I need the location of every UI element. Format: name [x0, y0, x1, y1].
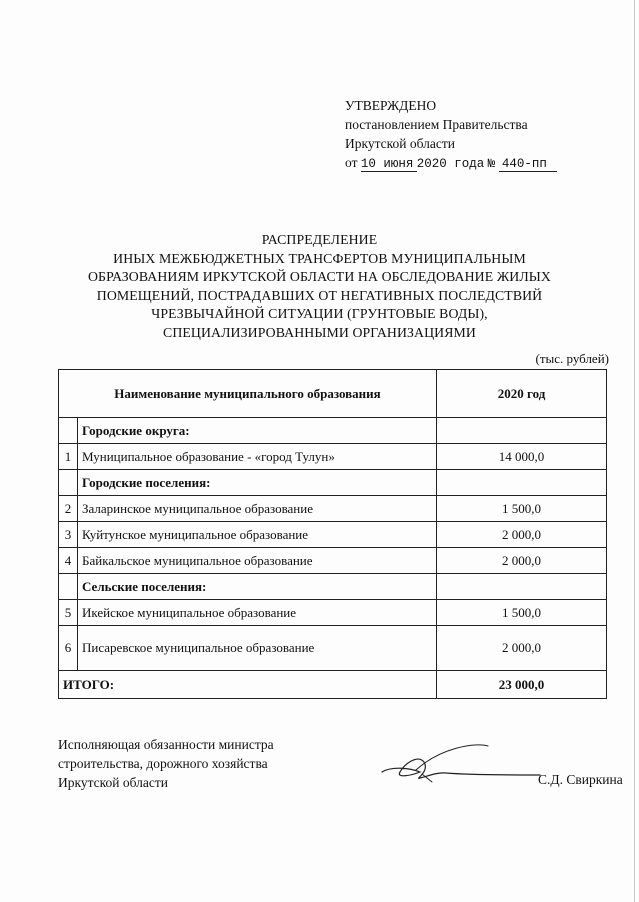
title-line: ПОМЕЩЕНИЙ, ПОСТРАДАВШИХ ОТ НЕГАТИВНЫХ ПОСЛЕДСТВИЙ — [96, 287, 543, 303]
table-group-row — [59, 418, 607, 444]
approval-by: постановлением Правительства — [345, 117, 528, 132]
distribution-table — [58, 369, 607, 699]
title-line: ИНЫХ МЕЖБЮДЖЕТНЫХ ТРАНСФЕРТОВ МУНИЦИПАЛЬНЫМ — [113, 250, 526, 266]
table-group-row — [59, 470, 607, 496]
table-row — [59, 444, 607, 470]
signer-position-line: Исполняющая обязанности министра — [58, 737, 274, 752]
table-row — [59, 522, 607, 548]
row-name: Писаревское муниципальное образование — [78, 626, 437, 671]
table-row — [59, 548, 607, 574]
title-line: РАСПРЕДЕЛЕНИЕ — [261, 232, 378, 247]
header-year-cell: 2020 год — [437, 370, 607, 418]
row-value: 2 000,0 — [437, 522, 607, 548]
total-label: ИТОГО: — [59, 671, 437, 699]
approval-block — [345, 96, 557, 174]
header-name-cell: Наименование муниципального образования — [59, 370, 437, 418]
approval-date-line — [345, 153, 557, 174]
approval-region: Иркутской области — [345, 136, 456, 151]
row-number: 6 — [59, 626, 78, 671]
title-line: ЧРЕЗВЫЧАЙНОЙ СИТУАЦИИ (ГРУНТОВЫЕ ВОДЫ), — [151, 306, 488, 322]
approval-number-field — [499, 156, 558, 172]
units-label: (тыс. рублей) — [535, 351, 609, 366]
row-name: Заларинское муниципальное образование — [78, 496, 437, 522]
row-number: 2 — [59, 496, 78, 522]
row-number: 5 — [59, 600, 78, 626]
total-value: 23 000,0 — [437, 671, 607, 699]
table-row — [59, 600, 607, 626]
table-header-row — [59, 370, 607, 418]
title-line: ОБРАЗОВАНИЯМ ИРКУТСКОЙ ОБЛАСТИ НА ОБСЛЕДОВАНИЕ ЖИЛЫХ — [87, 269, 551, 285]
group-label: Сельские поселения: — [78, 574, 437, 600]
table-row — [59, 626, 607, 671]
signer-name: С.Д. Свиркина — [538, 772, 623, 787]
approval-number: 440-пп — [501, 157, 547, 171]
page-edge — [634, 0, 635, 902]
row-number: 4 — [59, 548, 78, 574]
signer-block — [58, 735, 274, 792]
row-number: 3 — [59, 522, 78, 548]
approval-from-label: от — [345, 155, 358, 170]
row-name: Икейское муниципальное образование — [78, 600, 437, 626]
approval-number-sign: № — [487, 157, 496, 171]
table-row — [59, 496, 607, 522]
group-label: Городские поселения: — [78, 470, 437, 496]
group-label: Городские округа: — [78, 418, 437, 444]
table-group-row — [59, 574, 607, 600]
table-total-row — [59, 671, 607, 699]
approval-date: 10 июня — [360, 157, 414, 171]
row-value: 2 000,0 — [437, 626, 607, 671]
document-title — [0, 231, 639, 343]
signer-position-line: Иркутской области — [58, 775, 169, 790]
row-name: Муниципальное образование - «город Тулун» — [78, 444, 437, 470]
row-value: 1 500,0 — [437, 496, 607, 522]
approval-heading: УТВЕРЖДЕНО — [345, 98, 437, 113]
approval-year: 2020 года — [416, 157, 485, 171]
row-value: 2 000,0 — [437, 548, 607, 574]
title-line: СПЕЦИАЛИЗИРОВАННЫМИ ОРГАНИЗАЦИЯМИ — [163, 324, 476, 340]
row-value: 1 500,0 — [437, 600, 607, 626]
row-value: 14 000,0 — [437, 444, 607, 470]
row-name: Байкальское муниципальное образование — [78, 548, 437, 574]
signer-position-line: строительства, дорожного хозяйства — [58, 756, 268, 771]
row-number: 1 — [59, 444, 78, 470]
handwritten-signature — [380, 742, 555, 790]
approval-date-field — [361, 156, 417, 172]
row-name: Куйтунское муниципальное образование — [78, 522, 437, 548]
